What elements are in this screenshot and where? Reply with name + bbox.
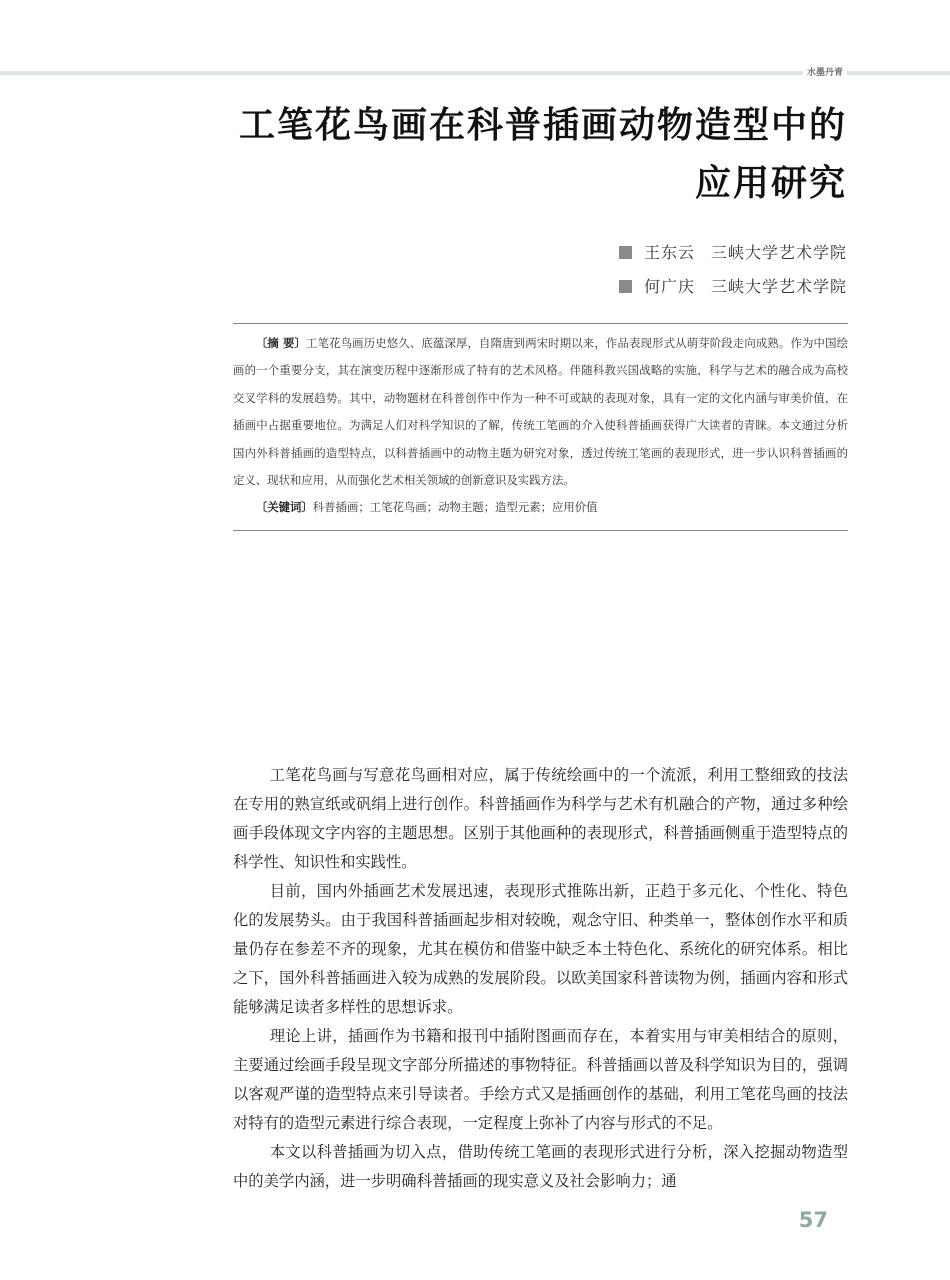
- keywords-paragraph: [233, 494, 848, 521]
- author-entry: [619, 236, 847, 270]
- title-line-1: 工笔花鸟画在科普插画动物造型中的: [238, 104, 847, 146]
- title-line-2: 应用研究: [694, 162, 847, 204]
- author-list: [619, 236, 847, 304]
- page-number: 57: [798, 1208, 828, 1232]
- author-entry: [619, 270, 847, 304]
- author-affiliation: 三峡大学艺术学院: [710, 243, 847, 262]
- square-bullet-icon: [619, 280, 632, 293]
- abstract-box: [233, 323, 848, 531]
- article-title: [167, 96, 847, 212]
- section-label: 水墨丹青: [803, 66, 847, 80]
- abstract-text: 工笔花鸟画历史悠久、底蕴深厚，自隋唐到两宋时期以来，作品表现形式从萌芽阶段走向成熟。作为中国绘画的一个重要分支，其在演变历程中逐渐形成了特有的艺术风格。伴随科教兴国战略的实施，科学与艺术的融合成为高校交叉学科的发展趋势。其中，动物题材在科普创作中作为一种不可或缺的表现对象，具有一定的文化内涵与审美价值，在插画中占据重要地位。为满足人们对科学知识的了解，传统工笔画的介入使科普插画获得广大读者的青睐。本文通过分析国内外科普插画的造型特点，以科普插画中的动物主题为研究对象，透过传统工笔画的表现形式，进一步认识科普插画的定义、现状和应用，从而强化艺术相关领域的创新意识及实践方法。: [233, 336, 848, 488]
- author-name: 何广庆: [643, 277, 695, 296]
- keywords-label: 〔关键词〕: [255, 500, 313, 515]
- body-paragraph: 本文以科普插画为切入点，借助传统工笔画的表现形式进行分析，深入挖掘动物造型中的美学内涵，进一步明确科普插画的现实意义及社会影响力；通: [233, 1143, 848, 1190]
- body-paragraph: 工笔花鸟画与写意花鸟画相对应，属于传统绘画中的一个流派，利用工整细致的技法在专用的熟宣纸或矾绢上进行创作。科普插画作为科学与艺术有机融合的产物，通过多种绘画手段体现文字内容的主题思想。区别于其他画种的表现形式，科普插画侧重于造型特点的科学性、知识性和实践性。: [233, 766, 848, 871]
- author-affiliation: 三峡大学艺术学院: [710, 277, 847, 296]
- author-name: 王东云: [643, 243, 695, 262]
- body-paragraph: 目前，国内外插画艺术发展迅速，表现形式推陈出新，正趋于多元化、个性化、特色化的发展势头。由于我国科普插画起步相对较晚，观念守旧、种类单一，整体创作水平和质量仍存在参差不齐的现象，尤其在模仿和借鉴中缺乏本土特色化、系统化的研究体系。相比之下，国外科普插画进入较为成熟的发展阶段。以欧美国家科普读物为例，插画内容和形式能够满足读者多样性的思想诉求。: [233, 882, 848, 1016]
- body-text: [233, 761, 848, 1196]
- abstract-label: 〔摘 要〕: [255, 336, 307, 350]
- keywords-text: 科普插画；工笔花鸟画；动物主题；造型元素；应用价值: [312, 500, 598, 515]
- body-paragraph: 理论上讲，插画作为书籍和报刊中插附图画而存在，本着实用与审美相结合的原则，主要通过绘画手段呈现文字部分所描述的事物特征。科普插画以普及科学知识为目的，强调以客观严谨的造型特点来引导读者。手绘方式又是插画创作的基础，利用工笔花鸟画的技法对特有的造型元素进行综合表现，一定程度上弥补了内容与形式的不足。: [233, 1027, 848, 1132]
- abstract-paragraph: [233, 330, 848, 494]
- square-bullet-icon: [619, 246, 632, 259]
